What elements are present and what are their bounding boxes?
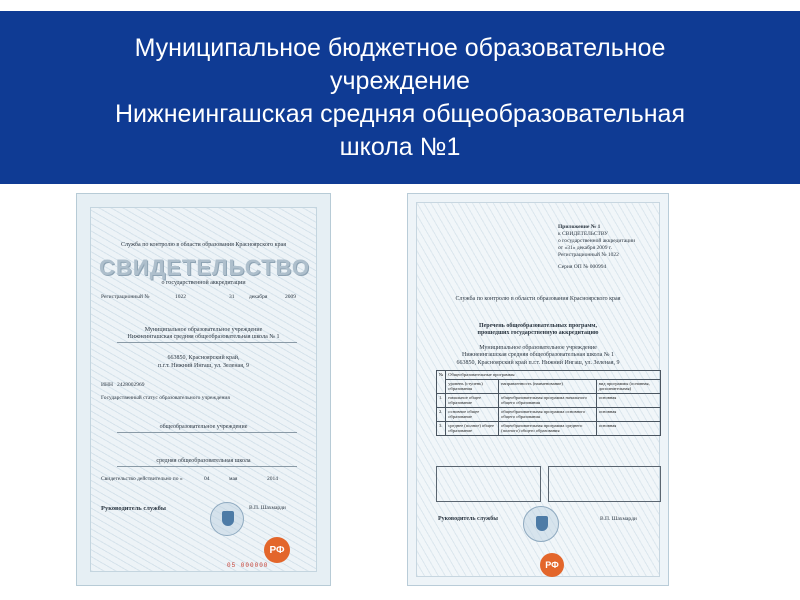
registration-box-left — [436, 466, 541, 502]
table-cell: основная — [596, 393, 660, 407]
table-header-row — [437, 379, 661, 393]
status-text: Государственный статус образовательного учреждения — [101, 395, 230, 401]
reg-year: 2009 — [285, 294, 296, 300]
inn-label: ИНН — [101, 382, 113, 388]
appendix-top-line-2: к СВИДЕТЕЛЬСТВУ — [558, 231, 609, 237]
org-line-2: Нижнеингашская средняя общеобразовательная школа № 1 — [127, 334, 280, 340]
appendix-agency: Служба по контролю в области образования Красноярского края — [455, 296, 621, 302]
coat-of-arms-icon — [523, 506, 559, 542]
title-line-3: Нижнеингашская средняя общеобразовательная — [114, 99, 685, 128]
org-line-1: Муниципальное образовательное учреждение — [144, 327, 263, 333]
reg-day: 31 — [229, 294, 235, 300]
table-cell: общеобразовательная программа основного общего образования — [499, 407, 597, 421]
head-label: Руководитель службы — [101, 505, 166, 512]
reg-month: декабря — [249, 294, 268, 300]
appendix-address: 663850, Красноярский край п.г.т. Нижний Ингаш, ул. Зеленая, 9 — [456, 360, 620, 366]
title-banner — [0, 11, 800, 184]
accreditation-certificate — [76, 193, 331, 586]
certificate-appendix — [407, 193, 669, 586]
appendix-series: Серия ОП № 000994 — [558, 264, 607, 270]
programs-table — [436, 370, 661, 436]
address-line-2: п.г.т. Нижний Ингаш, ул. Зеленая, 9 — [158, 363, 249, 369]
valid-month: мая — [229, 476, 238, 482]
inn-value: 2428002969 — [117, 382, 145, 388]
appendix-top-line-5: Регистрационный № 1022 — [558, 252, 619, 258]
table-cell: 2. — [437, 407, 446, 421]
certificate-serial: 05 000000 — [227, 562, 269, 569]
list-title-line-1: Перечень общеобразовательных программ, — [478, 323, 598, 329]
divider — [117, 342, 297, 343]
stamp-icon: РФ — [264, 537, 290, 563]
divider — [117, 432, 297, 433]
certificate-subheading: о государственной аккредитации — [161, 280, 246, 286]
appendix-top-line-4: от «31» декабря 2009 г. — [558, 245, 612, 251]
table-cell: начальное общее образование — [446, 393, 499, 407]
table-cell: среднее (полное) общее образование — [446, 421, 499, 435]
table-group-header: Общеобразовательные программы — [446, 371, 661, 380]
list-title-line-2: прошедших государственную аккредитацию — [477, 330, 599, 336]
table-cell: общеобразовательная программа начального общего образования — [499, 393, 597, 407]
address-line-1: 663850, Красноярский край, — [167, 355, 240, 361]
appendix-org-line-2: Нижнеингашская средняя общеобразовательная школа № 1 — [461, 352, 614, 358]
title-line-1: Муниципальное бюджетное образовательное — [134, 33, 666, 62]
table-header-cell: уровень (ступень) образования — [446, 379, 499, 393]
title-line-2: учреждение — [330, 66, 470, 95]
head-name: В.П. Шахмарди — [249, 505, 286, 511]
reg-label: Регистрационный № — [101, 294, 150, 300]
type-value: общеобразовательное учреждение — [159, 424, 248, 430]
table-row — [437, 407, 661, 421]
certificate-agency: Служба по контролю в области образования Красноярского края — [121, 242, 286, 248]
table-cell: основная — [596, 407, 660, 421]
coat-of-arms-icon — [210, 502, 244, 536]
valid-label: Свидетельство действительно по « — [101, 476, 183, 482]
appendix-head-name: В.П. Шахмарди — [600, 516, 637, 522]
divider — [117, 466, 297, 467]
table-row — [437, 393, 661, 407]
table-header-cell: вид программы (основная, дополнительная) — [596, 379, 660, 393]
valid-day: 04 — [204, 476, 210, 482]
table-cell: основная — [596, 421, 660, 435]
table-header-cell: направленность (наименование) — [499, 379, 597, 393]
table-cell: 3. — [437, 421, 446, 435]
certificate-heading: СВИДЕТЕЛЬСТВО — [99, 255, 310, 280]
title-line-4: школа №1 — [339, 132, 461, 161]
appendix-top-line-1: Приложение № 1 — [558, 224, 601, 230]
appendix-top-line-3: о государственной аккредитации — [558, 238, 636, 244]
table-header-row — [437, 371, 661, 380]
registration-box-right — [548, 466, 661, 502]
table-cell: основное общее образование — [446, 407, 499, 421]
appendix-org-line-1: Муниципальное образовательное учреждение — [479, 345, 597, 351]
table-row — [437, 421, 661, 435]
table-cell: 1. — [437, 393, 446, 407]
reg-number: 1022 — [175, 294, 186, 300]
stamp-icon: РФ — [540, 553, 564, 577]
kind-value: средняя общеобразовательная школа — [156, 458, 251, 464]
appendix-head-label: Руководитель службы — [438, 516, 498, 522]
table-cell: общеобразовательная программа среднего (полного) общего образования — [499, 421, 597, 435]
table-header-cell: № — [437, 371, 446, 394]
valid-year: 2014 — [267, 476, 278, 482]
